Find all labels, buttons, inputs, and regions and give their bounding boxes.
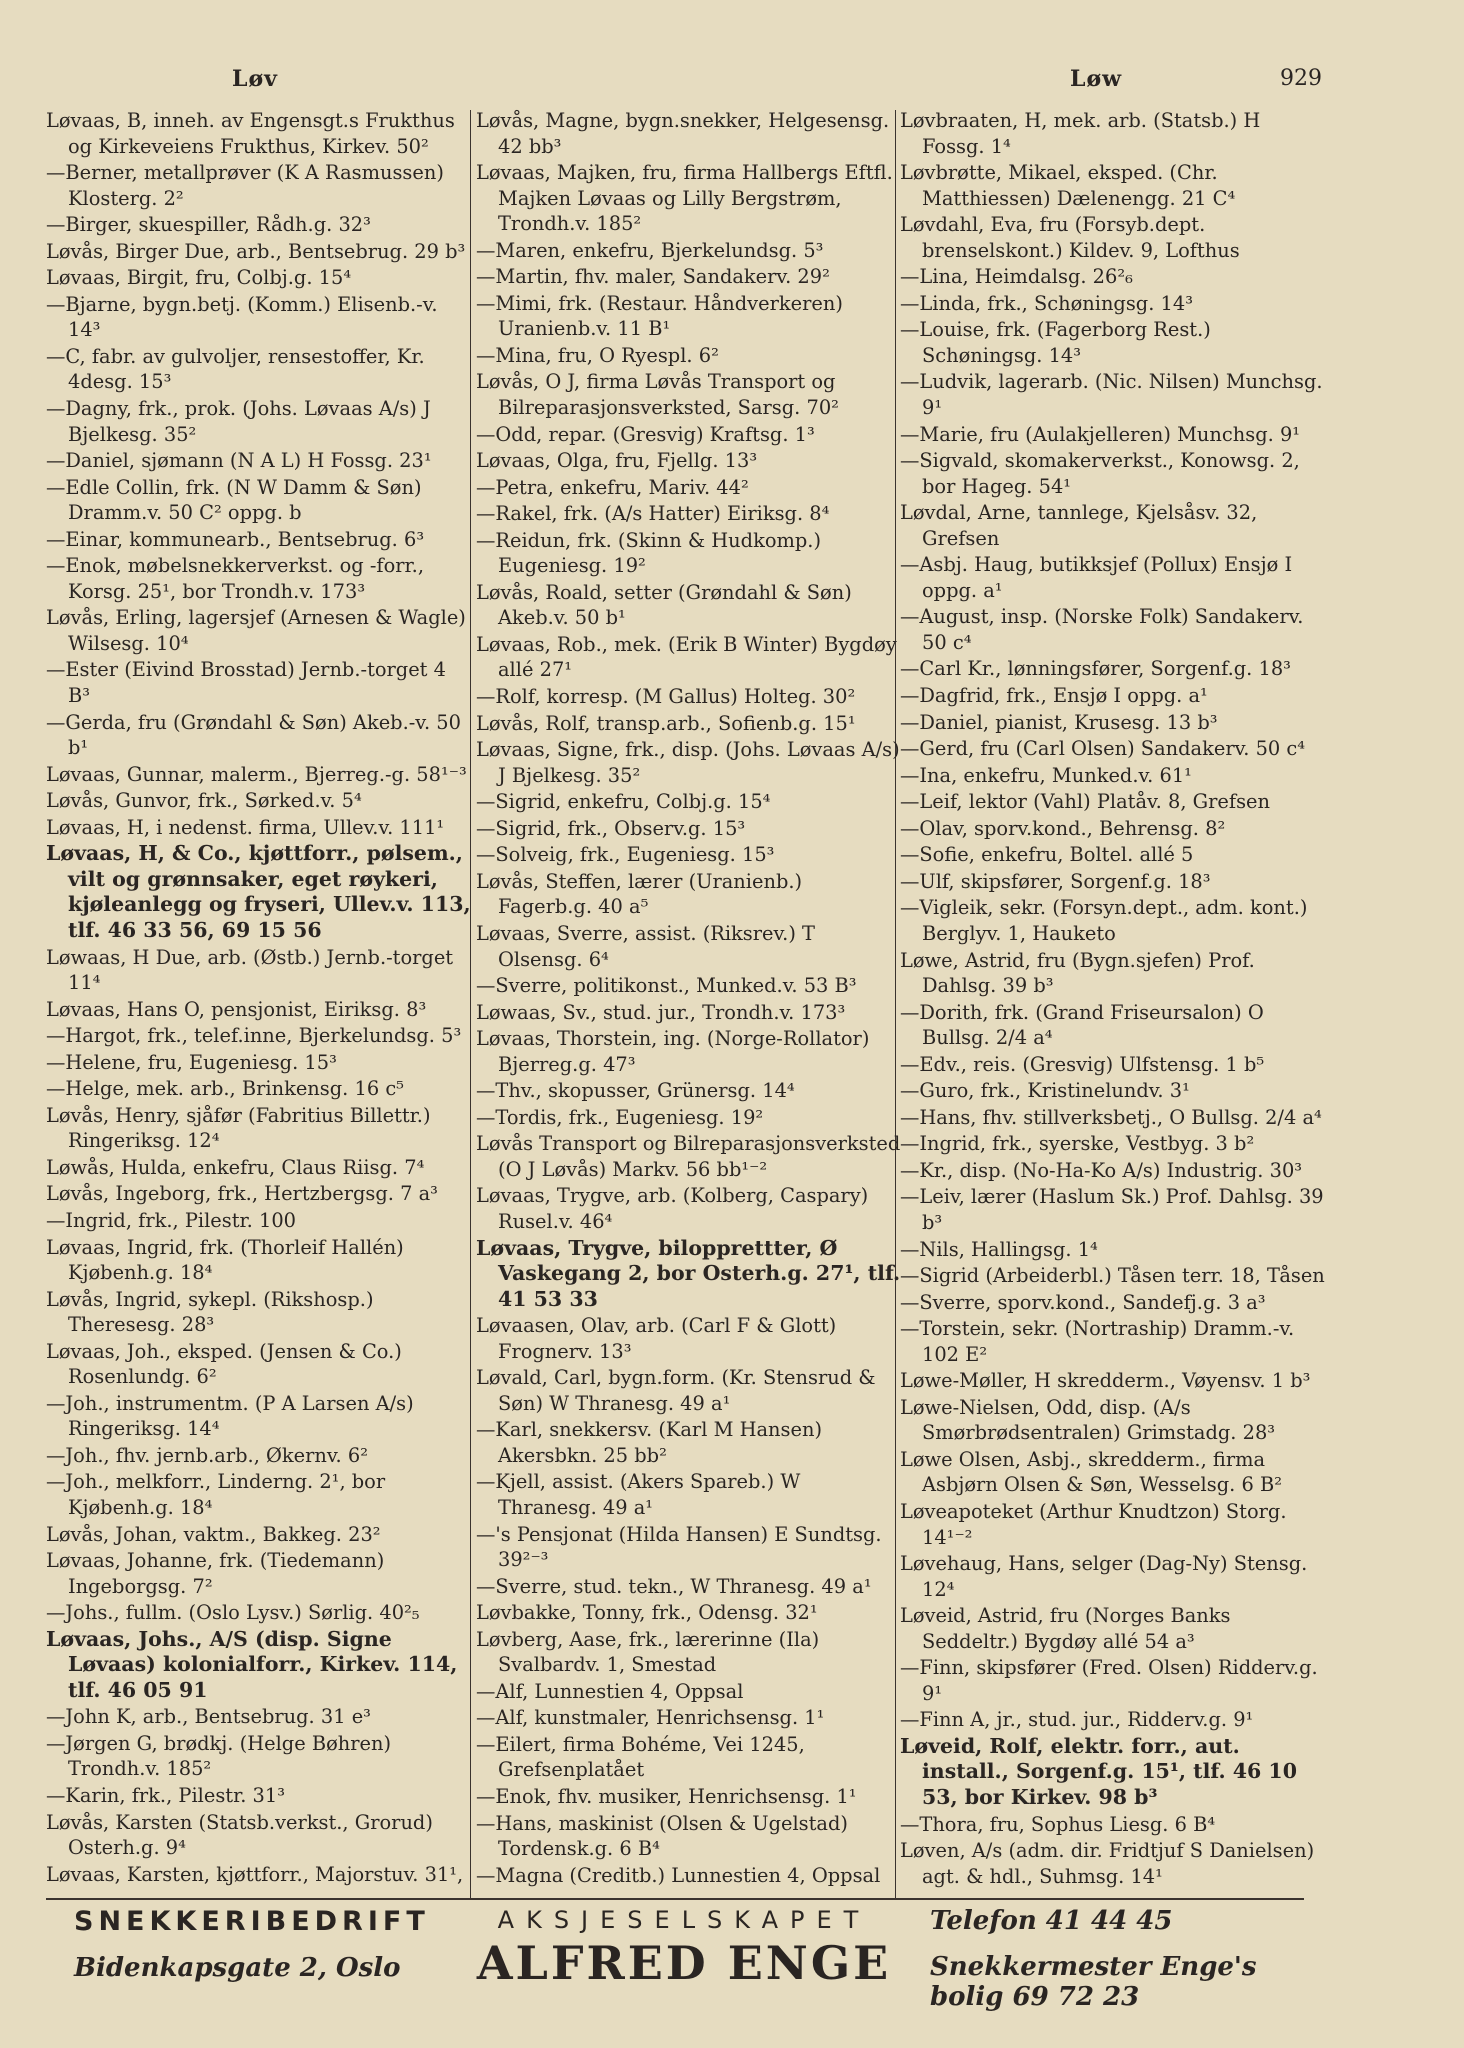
directory-entry: —Alf, Lunnestien 4, Oppsal — [476, 1679, 744, 1703]
directory-entry: Løvås, Johan, vaktm., Bakkeg. 23² — [46, 1522, 381, 1546]
directory-entry: —Johs., fullm. (Oslo Lysv.) Sørlig. 40²₅ — [46, 1601, 420, 1625]
directory-entry: —Marie, fru (Aulakjelleren) Munchsg. 9¹ — [900, 422, 1301, 446]
directory-entry: Løveid, Astrid, fru (Norges Banks Seddeltr.) Bygdøy allé 54 a³ — [900, 1604, 1231, 1653]
directory-entry: —John K, arb., Bentsebrug. 31 e³ — [46, 1705, 371, 1729]
directory-entry: Løvbrøtte, Mikael, eksped. (Chr. Matthiessen) Dælenengg. 21 C⁴ — [900, 161, 1236, 210]
ad-telefon — [930, 1906, 1320, 2026]
directory-entry: —Asbj. Haug, butikksjef (Pollux) Ensjø I oppg. a¹ — [900, 553, 1293, 602]
directory-entry: Løvås, Magne, bygn.snekker, Helgesensg. 42 bb³ — [476, 109, 890, 158]
directory-entry: Løvaas, H, i nedenst. firma, Ullev.v. 111¹ — [46, 815, 445, 839]
directory-entry: —Solveig, frk., Eugeniesg. 15³ — [476, 843, 775, 867]
directory-entry: Løven, A/s (adm. dir. Fridtjuf S Danielsen) agt. & hdl., Suhmsg. 14¹ — [900, 1839, 1315, 1888]
directory-entry: —Gerd, fru (Carl Olsen) Sandakerv. 50 c⁴ — [900, 737, 1306, 761]
ad-alfred-enge — [474, 1906, 894, 2026]
directory-entry: —Tordis, frk., Eugeniesg. 19² — [476, 1105, 764, 1129]
directory-entry: Løvaas, Johanne, frk. (Tiedemann) Ingeborgsg. 7² — [46, 1549, 385, 1598]
directory-entry: Løvås, O J, firma Løvås Transport og Bilreparasjonsverksted, Sarsg. 70² — [476, 370, 839, 420]
directory-entry: Løveid, Rolf, elektr. forr., aut. install., Sorgenf.g. 15¹, tlf. 46 10 53, bor Kirkev. 98 b³ — [900, 1733, 1297, 1809]
directory-entry: —Linda, frk., Schøningsg. 14³ — [900, 291, 1193, 315]
directory-entry: —Ester (Eivind Brosstad) Jernb.-torget 4 B³ — [46, 658, 446, 708]
directory-entry: —Torstein, sekr. (Nortraship) Dramm.-v. 102 E² — [900, 1317, 1295, 1366]
directory-entry: —Kr., disp. (No-Ha-Ko A/s) Industrig. 30³ — [900, 1158, 1303, 1182]
directory-entry: —Sigvald, skomakerverkst., Konowsg. 2, bor Hageg. 54¹ — [900, 449, 1300, 498]
directory-entry: —Thora, fru, Sophus Liesg. 6 B⁴ — [900, 1812, 1216, 1836]
directory-entry: —Leiv, lærer (Haslum Sk.) Prof. Dahlsg. 39 b³ — [900, 1185, 1324, 1234]
directory-entry: —Gerda, fru (Grøndahl & Søn) Akeb.-v. 50 b¹ — [46, 710, 461, 760]
directory-entry: —Sigrid (Arbeiderbl.) Tåsen terr. 18, Tåsen — [900, 1264, 1325, 1288]
directory-entry: —Dorith, frk. (Grand Friseursalon) O Bullsg. 2/4 a⁴ — [900, 1000, 1264, 1050]
directory-entry: Løvaas, Olga, fru, Fjellg. 13³ — [476, 449, 758, 473]
directory-entry: Løvås, Roald, setter (Grøndahl & Søn) Akeb.v. 50 b¹ — [476, 580, 852, 630]
header-right-keyword: Løw — [1070, 66, 1123, 92]
directory-entry: —Leif, lektor (Vahl) Platåv. 8, Grefsen — [900, 790, 1270, 814]
page-header — [0, 66, 1464, 106]
directory-entry: Løvaas, Rob., mek. (Erik B Winter) Bygdøy allé 27¹ — [476, 632, 897, 682]
directory-entry: Løvås, Rolf, transp.arb., Sofienb.g. 15¹ — [476, 711, 856, 735]
directory-entry: —Guro, frk., Kristinelundv. 3¹ — [900, 1079, 1190, 1103]
directory-entry: Løvaas, Trygve, bilopprettter, Ø Vaskegang 2, bor Osterh.g. 27¹, tlf. 41 53 33 — [476, 1235, 901, 1311]
directory-entry: —Edv., reis. (Gresvig) Ulfstensg. 1 b⁵ — [900, 1052, 1265, 1076]
directory-entry: —Maren, enkefru, Bjerkelundsg. 5³ — [476, 238, 824, 262]
directory-entry: —Daniel, pianist, Krusesg. 13 b³ — [900, 710, 1218, 734]
directory-entry: Løvaas, Karsten, kjøttforr., Majorstuv. 31¹, — [46, 1862, 464, 1886]
directory-entry: —Edle Collin, frk. (N W Damm & Søn) Dramm.v. 50 C² oppg. b — [46, 475, 422, 525]
directory-entry: Løvås, Erling, lagersjef (Arnesen & Wagle) Wilsesg. 10⁴ — [46, 606, 466, 655]
directory-entry: —Hans, maskinist (Olsen & Ugelstad) Tordensk.g. 6 B⁴ — [476, 1811, 848, 1861]
directory-entry: Løvaas, Gunnar, malerm., Bjerreg.-g. 58¹⁻³ — [46, 762, 467, 786]
directory-entry: Løvås, Steffen, lærer (Uranienb.) Fagerb.g. 40 a⁵ — [476, 869, 803, 919]
directory-entry: —Louise, frk. (Fagerborg Rest.) Schøningsg. 14³ — [900, 318, 1211, 367]
directory-entry: —Ingrid, frk., Pilestr. 100 — [46, 1208, 296, 1232]
directory-entry: —Hans, fhv. stillverksbetj., O Bullsg. 2/4 a⁴ — [900, 1105, 1322, 1129]
directory-entry: Løvås Transport og Bilreparasjonsverksted (O J Løvås) Markv. 56 bb¹⁻² — [476, 1132, 901, 1181]
directory-entry: —Enok, møbelsnekkerverkst. og -forr., Korsg. 25¹, bor Trondh.v. 173³ — [46, 554, 425, 603]
directory-entry: —Alf, kunstmaler, Henrichsensg. 1¹ — [476, 1706, 825, 1730]
directory-entry: —August, insp. (Norske Folk) Sandakerv. 50 c⁴ — [900, 605, 1304, 654]
directory-entry: Løvås, Henry, sjåfør (Fabritius Billettr.) Ringeriksg. 12⁴ — [46, 1103, 431, 1153]
directory-entry: Løwaas, H Due, arb. (Østb.) Jernb.-torget 11⁴ — [46, 945, 454, 995]
directory-entry: Løvaas, Ingrid, frk. (Thorleif Hallén) Kjøbenh.g. 18⁴ — [46, 1235, 404, 1285]
directory-entry: —Enok, fhv. musiker, Henrichsensg. 1¹ — [476, 1785, 857, 1808]
directory-entry: —Lina, Heimdalsg. 26²₆ — [900, 265, 1133, 289]
directory-entry: Løvaas, Joh., eksped. (Jensen & Co.) Rosenlundg. 6² — [46, 1339, 402, 1389]
directory-entry: Løvberg, Aase, frk., lærerinne (Ila) Svalbardv. 1, Smestad — [476, 1627, 820, 1677]
directory-entry: —Mimi, frk. (Restaur. Håndverkeren) Uranienb.v. 11 B¹ — [476, 291, 843, 341]
directory-entry: Løwås, Hulda, enkefru, Claus Riisg. 7⁴ — [46, 1155, 425, 1179]
directory-entry: —Dagfrid, frk., Ensjø I oppg. a¹ — [900, 684, 1208, 708]
directory-entry: —Eilert, firma Bohéme, Vei 1245, Grefsenplatået — [476, 1732, 805, 1782]
directory-entry: Løvdahl, Eva, fru (Forsyb.dept. brenselskont.) Kildev. 9, Lofthus — [900, 213, 1240, 262]
directory-entry: Løvehaug, Hans, selger (Dag-Ny) Stensg. 12⁴ — [900, 1552, 1308, 1601]
directory-entry: —Rolf, korresp. (M Gallus) Holteg. 30² — [476, 685, 856, 709]
header-left-keyword: Løv — [232, 66, 278, 92]
directory-entry: Løwaas, Sv., stud. jur., Trondh.v. 173³ — [476, 1000, 846, 1024]
directory-entry: Løvaas, B, inneh. av Engensgt.s Frukthus og Kirkeveiens Frukthus, Kirkev. 50² — [46, 109, 455, 158]
directory-entry: —Sigrid, frk., Observ.g. 15³ — [476, 816, 746, 840]
directory-entry: Løvaas, Birgit, fru, Colbj.g. 15⁴ — [46, 266, 352, 290]
column-3 — [900, 108, 1326, 1888]
directory-entry: —Ludvik, lagerarb. (Nic. Nilsen) Munchsg. 9¹ — [900, 370, 1323, 420]
directory-entry: —Helge, mek. arb., Brinkensg. 16 c⁵ — [46, 1077, 404, 1101]
directory-entry: Løwe Olsen, Asbj., skredderm., firma Asbjørn Olsen & Søn, Wesselsg. 6 B² — [900, 1447, 1282, 1497]
directory-entry: Løvaas, Majken, fru, firma Hallbergs Eftfl. Majken Løvaas og Lilly Bergstrøm, Trondh.v. 185² — [476, 161, 893, 236]
directory-entry: Løvald, Carl, bygn.form. (Kr. Stensrud & Søn) W Thranesg. 49 a¹ — [476, 1366, 876, 1415]
directory-entry: —Reidun, frk. (Skinn & Hudkomp.) Eugeniesg. 19² — [476, 528, 822, 578]
directory-entry: Løvås, Karsten (Statsb.verkst., Grorud) Osterh.g. 9⁴ — [46, 1810, 433, 1860]
directory-entry: Løvaas, Sverre, assist. (Riksrev.) T Olsensg. 6⁴ — [476, 921, 815, 971]
ad-snekkeribedrift — [74, 1906, 434, 2026]
column-2 — [476, 108, 902, 1888]
ad-left-address: Bidenkapsgate 2, Oslo — [74, 1953, 401, 1983]
directory-entry: Løvbakke, Tonny, frk., Odensg. 32¹ — [476, 1601, 818, 1625]
directory-entry: Løvaas, Johs., A/S (disp. Signe Løvaas) kolonialforr., Kirkev. 114, tlf. 46 05 91 — [46, 1626, 458, 1702]
directory-entry: Løvdal, Arne, tannlege, Kjelsåsv. 32, Grefsen — [900, 501, 1258, 550]
directory-entry: —Joh., fhv. jernb.arb., Økernv. 6² — [46, 1443, 368, 1467]
directory-entry: —Finn, skipsfører (Fred. Olsen) Ridderv.g. 9¹ — [900, 1656, 1318, 1705]
directory-entry: —Sigrid, enkefru, Colbj.g. 15⁴ — [476, 790, 771, 814]
ad-left-title: SNEKKERIBEDRIFT — [74, 1906, 430, 1937]
directory-entry: Løvbraaten, H, mek. arb. (Statsb.) H Fossg. 1⁴ — [900, 109, 1261, 158]
directory-entry: —Martin, fhv. maler, Sandakerv. 29² — [476, 265, 830, 289]
directory-entry: —Joh., instrumentm. (P A Larsen A/s) Ringeriksg. 14⁴ — [46, 1391, 414, 1441]
directory-entry: —Sverre, politikonst., Munked.v. 53 B³ — [476, 974, 857, 998]
directory-entry: —Jørgen G, brødkj. (Helge Bøhren) Trondh.v. 185² — [46, 1731, 392, 1781]
directory-entry: Løvaasen, Olav, arb. (Carl F & Glott) Frognerv. 13³ — [476, 1314, 837, 1363]
directory-entry: —Sofie, enkefru, Boltel. allé 5 — [900, 843, 1194, 867]
directory-entry: —Carl Kr., lønningsfører, Sorgenf.g. 18³ — [900, 657, 1291, 681]
directory-entry: —Thv., skopusser, Grünersg. 14⁴ — [476, 1079, 795, 1103]
directory-entry: —C, fabr. av gulvoljer, rensestoffer, Kr. 4desg. 15³ — [46, 344, 425, 394]
directory-entry: —Finn A, jr., stud. jur., Ridderv.g. 9¹ — [900, 1708, 1254, 1732]
directory-entry: —Ingrid, frk., syerske, Vestbyg. 3 b² — [900, 1132, 1255, 1156]
directory-entry: Løwe-Nielsen, Odd, disp. (A/s Smørbrødsentralen) Grimstadg. 28³ — [900, 1395, 1276, 1445]
directory-entry: —Hargot, frk., telef.inne, Bjerkelundsg. 5³ — [46, 1024, 462, 1048]
directory-entry: —Mina, fru, O Ryespl. 6² — [476, 343, 719, 367]
directory-entry: Løvås, Ingeborg, frk., Hertzbergsg. 7 a³ — [46, 1182, 438, 1206]
directory-entry: Løwe-Møller, H skredderm., Vøyensv. 1 b³ — [900, 1369, 1311, 1393]
directory-entry: —Olav, sporv.kond., Behrensg. 8² — [900, 816, 1226, 840]
directory-entry: Løvaas, H, & Co., kjøttforr., pølsem., vilt og grønnsaker, eget røykeri, kjøleanlegg og fryseri, Ullev.v. 113, tlf. 46 33 56, 69 15 56 — [46, 841, 471, 942]
directory-entry: —Karl, snekkersv. (Karl M Hansen) Akersbkn. 25 bb² — [476, 1418, 823, 1467]
directory-entry: —'s Pensjonat (Hilda Hansen) E Sundtsg. 39²⁻³ — [476, 1522, 882, 1572]
column-1 — [46, 108, 472, 1888]
ad-mid-top: AKSJESELSKAPET — [497, 1906, 871, 1934]
directory-entry: Løvaas, Signe, frk., disp. (Johs. Løvaas A/s) J Bjelkesg. 35² — [476, 738, 900, 787]
directory-entry: —Vigleik, sekr. (Forsyn.dept., adm. kont.) Berglyv. 1, Hauketo — [900, 896, 1308, 945]
directory-entry: —Rakel, frk. (A/s Hatter) Eiriksg. 8⁴ — [476, 502, 830, 526]
directory-entry: Løwe, Astrid, fru (Bygn.sjefen) Prof. Dahlsg. 39 b³ — [900, 948, 1255, 998]
directory-entry: —Berner, metallprøver (K A Rasmussen) Klosterg. 2² — [46, 161, 444, 210]
directory-entry: Løvaas, Thorstein, ing. (Norge-Rollator) Bjerreg.g. 47³ — [476, 1027, 870, 1076]
directory-entry: Løvaas, Hans O, pensjonist, Eiriksg. 8³ — [46, 997, 427, 1021]
directory-entry: —Karin, frk., Pilestr. 31³ — [46, 1784, 285, 1807]
directory-entry: —Odd, repar. (Gresvig) Kraftsg. 1³ — [476, 422, 815, 446]
directory-entry: —Birger, skuespiller, Rådh.g. 32³ — [46, 213, 371, 237]
page-number: 929 — [1280, 66, 1322, 91]
directory-entry: —Sverre, stud. tekn., W Thranesg. 49 a¹ — [476, 1574, 872, 1598]
directory-entry: Løvaas, Trygve, arb. (Kolberg, Caspary) Rusel.v. 46⁴ — [476, 1184, 869, 1233]
directory-entry: —Ina, enkefru, Munked.v. 61¹ — [900, 763, 1192, 787]
directory-entry: —Helene, fru, Eugeniesg. 15³ — [46, 1050, 337, 1074]
directory-entry: Løvås, Gunvor, frk., Sørked.v. 5⁴ — [46, 789, 362, 813]
directory-entry: Løvås, Birger Due, arb., Bentsebrug. 29 b³ — [46, 239, 466, 263]
directory-entry: —Einar, kommunearb., Bentsebrug. 6³ — [46, 527, 425, 551]
directory-entry: Løveapoteket (Arthur Knudtzon) Storg. 14¹⁻² — [900, 1499, 1287, 1549]
directory-entry: —Joh., melkforr., Linderng. 2¹, bor Kjøbenh.g. 18⁴ — [46, 1470, 386, 1519]
ad-right-phone: Telefon 41 44 45 — [930, 1906, 1173, 1936]
directory-entry: —Ulf, skipsfører, Sorgenf.g. 18³ — [900, 869, 1211, 893]
directory-entry: Løvås, Ingrid, sykepl. (Rikshosp.) Theresesg. 28³ — [46, 1287, 374, 1337]
directory-entry: —Sverre, sporv.kond., Sandefj.g. 3 a³ — [900, 1290, 1266, 1314]
directory-entry: —Petra, enkefru, Mariv. 44² — [476, 475, 749, 499]
directory-entry: —Nils, Hallingsg. 1⁴ — [900, 1237, 1098, 1261]
directory-entry: —Magna (Creditb.) Lunnestien 4, Oppsal — [476, 1863, 881, 1887]
directory-entry: —Daniel, sjømann (N A L) H Fossg. 23¹ — [46, 449, 432, 473]
footer-divider — [46, 1898, 1304, 1900]
directory-entry: —Bjarne, bygn.betj. (Komm.) Elisenb.-v. 14³ — [46, 292, 438, 342]
ad-right-home: Snekkermester Enge's bolig 69 72 23 — [930, 1952, 1257, 2012]
directory-entry: —Kjell, assist. (Akers Spareb.) W Thranesg. 49 a¹ — [476, 1470, 801, 1519]
directory-entry: —Dagny, frk., prok. (Johs. Løvaas A/s) J Bjelkesg. 35² — [46, 397, 431, 446]
ad-mid-name: ALFRED ENGE — [476, 1936, 892, 1990]
